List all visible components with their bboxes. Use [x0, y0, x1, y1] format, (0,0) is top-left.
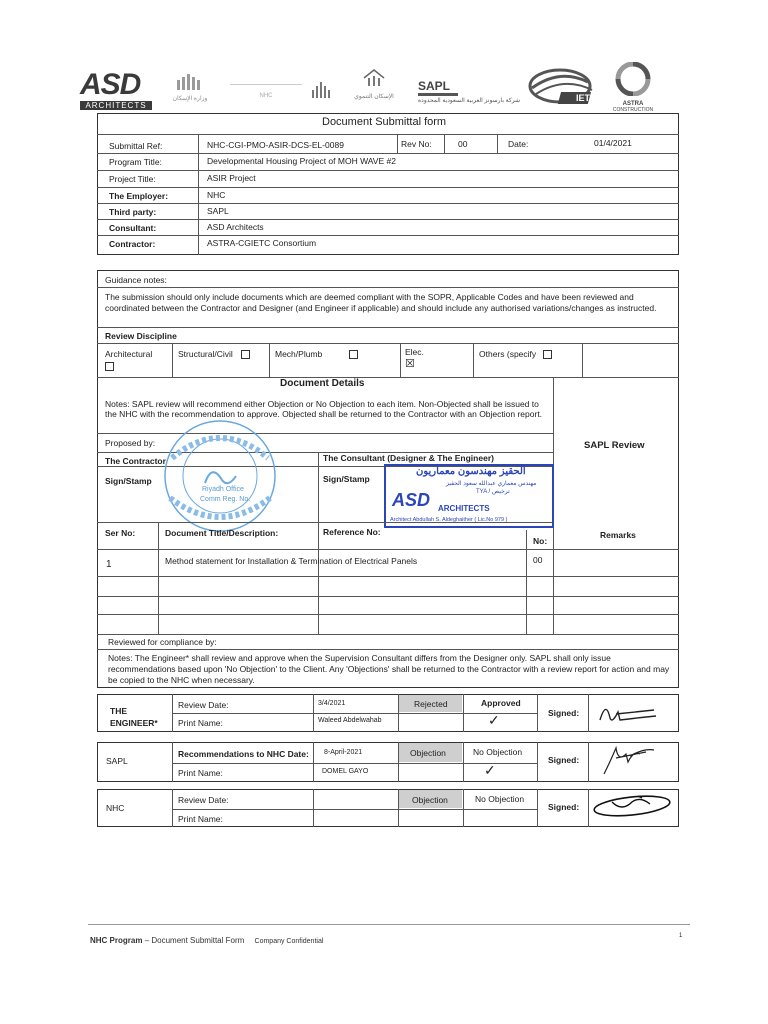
discipline-mech — [275, 350, 358, 359]
discipline-architectural-label: Architectural — [105, 349, 153, 359]
project-title-value: ASIR Project — [207, 173, 256, 183]
discipline-others — [479, 350, 552, 359]
consultant-value: ASD Architects — [207, 222, 264, 232]
sapl-no-objection-label: No Objection — [473, 747, 523, 757]
asd-logo — [80, 70, 152, 110]
sapl-logo — [418, 80, 528, 104]
consultant-label: Consultant: — [109, 223, 157, 233]
consultant-col-label: The Consultant (Designer & The Engineer) — [323, 453, 494, 463]
program-title-label: Program Title: — [109, 157, 162, 167]
sapl-signed-label: Signed: — [548, 755, 580, 765]
globe-icon — [526, 66, 600, 110]
discipline-elec — [405, 348, 424, 371]
footer-form-name: Document Submittal Form — [151, 936, 245, 945]
others-checkbox[interactable] — [543, 350, 552, 359]
nhc-logo — [230, 78, 302, 102]
nhc-objection-label: Objection — [412, 795, 448, 805]
engineer-review-date-value: 3/4/2021 — [318, 700, 346, 707]
third-party-value: SAPL — [207, 206, 229, 216]
housing-logo — [348, 68, 400, 100]
consultant-stamp-architects: ARCHITECTS — [438, 504, 490, 513]
sapl-print-name-label: Print Name: — [178, 768, 223, 778]
contractor-col-label: The Contractor — [105, 456, 166, 466]
sapl-print-name-value: DOMEL GAYO — [322, 768, 369, 775]
nhc-signature — [592, 792, 676, 820]
rev-no-value: 00 — [458, 139, 468, 149]
consultant-stamp-license: Architect Abdullah S. Aldeghaither ( Lic.No 979 ) — [390, 517, 508, 523]
engineer-label: THE ENGINEER* — [110, 706, 158, 728]
submittal-ref-value: NHC-CGI-PMO-ASIR-DCS-EL-0089 — [207, 140, 344, 150]
discipline-mech-label: Mech/Plumb — [275, 349, 323, 359]
row-rev-no: 00 — [533, 555, 543, 565]
contractor-value: ASTRA-CGIETC Consortium — [207, 238, 317, 248]
submittal-ref-label: Submittal Ref: — [109, 141, 163, 151]
astra-logo-sub: CONSTRUCTION — [612, 107, 654, 113]
mech-checkbox[interactable] — [349, 350, 358, 359]
rev-no-label: Rev No: — [401, 139, 432, 149]
elec-checkbox-checked[interactable]: ☒ — [405, 357, 415, 370]
guidance-text: The submission should only include documents which are deemed compliant with the SOPR, Applicable Codes and have been reviewed and coordinated between the Contractor and Designer (and Engineer if applicable) and should include any authorised variations/changes as instructed. — [105, 292, 657, 313]
footer-confidential: Company Confidential — [254, 938, 324, 945]
row-document-title: Method statement for Installation & Termination of Electrical Panels — [165, 556, 418, 566]
discipline-structural-label: Structural/Civil — [178, 349, 233, 359]
sapl-logo-text: SAPL — [418, 79, 451, 93]
sign-stamp-contractor-label: Sign/Stamp — [105, 476, 152, 486]
engineer-signed-label: Signed: — [548, 708, 580, 718]
engineer-signature — [596, 698, 666, 728]
asd-logo-text: ASD — [80, 68, 141, 101]
nhc-signed-label: Signed: — [548, 802, 580, 812]
ietc-text: IETC — [576, 93, 597, 103]
sapl-logo-sub: شركة بارسونز العربية السعودية المحدودة — [418, 98, 521, 104]
engineer-print-name-value: Waleed Abdelwahab — [318, 717, 382, 724]
bars-logo — [310, 80, 334, 103]
stamp-ring-text: Riyadh Office — [202, 486, 244, 493]
date-label: Date: — [508, 139, 529, 149]
moh-logo-mark — [175, 72, 205, 90]
footer-program: NHC Program — [90, 936, 143, 945]
ser-no-label: Ser No: — [105, 528, 136, 538]
date-value: 01/4/2021 — [594, 138, 632, 148]
consultant-stamp-sub: مهندس معماري عبدالله سعود الحقيز — [446, 481, 537, 487]
sign-stamp-consultant-label: Sign/Stamp — [323, 474, 370, 484]
proposed-by-label: Proposed by: — [105, 438, 156, 448]
moh-logo-text: وزارة الإسكان — [172, 96, 208, 102]
sapl-label: SAPL — [106, 756, 128, 766]
sapl-rec-date-value: 8-April-2021 — [324, 749, 363, 756]
house-icon — [362, 68, 386, 88]
employer-label: The Employer: — [109, 191, 169, 201]
consultant-stamp-arabic: الحقيز مهندسون معماريون — [416, 466, 526, 477]
footer-divider — [88, 924, 690, 925]
sapl-objection-label: Objection — [410, 748, 446, 758]
housing-logo-text: الإسكان التنموي — [354, 94, 394, 100]
architectural-checkbox[interactable] — [105, 362, 114, 371]
reviewed-for-compliance-label: Reviewed for compliance by: — [108, 637, 217, 647]
astra-logo-text: ASTRA — [622, 101, 644, 107]
consultant-company-stamp — [384, 464, 554, 528]
discipline-structural — [178, 350, 250, 359]
footer-page-number: 1 — [679, 933, 683, 939]
program-title-value: Developmental Housing Project of MOH WAVE #2 — [207, 156, 396, 166]
discipline-elec-label: Elec. — [405, 347, 424, 357]
discipline-architectural — [105, 350, 152, 371]
approved-label: Approved — [481, 698, 521, 708]
structural-checkbox[interactable] — [241, 350, 250, 359]
astra-logo — [606, 62, 660, 113]
contractor-label: Contractor: — [109, 239, 156, 249]
row-ser-no: 1 — [106, 559, 112, 570]
nhc-logo-text: NHC — [259, 93, 273, 99]
details-notes: Notes: SAPL review will recommend either Objection or No Objection to each item. Non-Objected shall be issued to the NHC with the recommendation to approve. Objected shall be returned to the Contractor with an Objection report. — [105, 399, 543, 419]
compliance-notes: Notes: The Engineer* shall review and approve when the Supervision Consultant differs from the Designer only. SAPL shall only issue recommendations based upon 'No Objection' to the Client. Any 'Objections' shall be returned to the Contractor with a review report for action and may be copied to the NHC when necessary. — [108, 653, 670, 685]
consultant-stamp-tya: TYA / ترخيص — [476, 489, 510, 495]
sapl-rec-date-label: Recommendations to NHC Date: — [178, 749, 309, 759]
project-title-label: Project Title: — [109, 174, 156, 184]
astra-mark-icon — [613, 62, 653, 96]
approved-check[interactable]: ✓ — [488, 712, 500, 728]
reference-no-label: Reference No: — [323, 527, 381, 537]
nhc-print-name-label: Print Name: — [178, 814, 223, 824]
sapl-no-objection-check[interactable]: ✓ — [484, 762, 496, 778]
discipline-others-label: Others (specify — [479, 349, 537, 359]
nhc-no-objection-label: No Objection — [475, 794, 525, 804]
nhc-label: NHC — [106, 803, 125, 813]
remarks-label: Remarks — [600, 530, 636, 540]
sapl-signature — [596, 744, 666, 778]
sapl-review-label: SAPL Review — [584, 440, 645, 451]
review-discipline-label: Review Discipline — [105, 331, 177, 341]
footer-text — [90, 937, 323, 945]
employer-value: NHC — [207, 190, 226, 200]
bars-logo-mark — [310, 80, 334, 98]
document-details-title: Document Details — [280, 378, 365, 389]
guidance-label: Guidance notes: — [105, 275, 167, 285]
engineer-review-date-label: Review Date: — [178, 700, 229, 710]
nhc-review-date-label: Review Date: — [178, 795, 229, 805]
rev-no-col-label: No: — [533, 536, 548, 546]
ietc-logo — [526, 66, 600, 115]
asd-logo-sub: ARCHITECTS — [80, 101, 152, 110]
company-seal-icon — [150, 418, 290, 536]
footer-dash: – — [144, 936, 150, 945]
moh-logo — [168, 72, 212, 102]
contractor-company-stamp — [150, 418, 290, 536]
engineer-print-name-label: Print Name: — [178, 718, 223, 728]
third-party-label: Third party: — [109, 207, 157, 217]
consultant-stamp-asd: ASD — [392, 490, 431, 510]
document-title-label: Document Title/Description: — [165, 528, 279, 538]
rejected-label: Rejected — [414, 699, 448, 709]
form-title: Document Submittal form — [322, 116, 447, 128]
stamp-center-text: Comm Reg. No. — [200, 496, 251, 503]
